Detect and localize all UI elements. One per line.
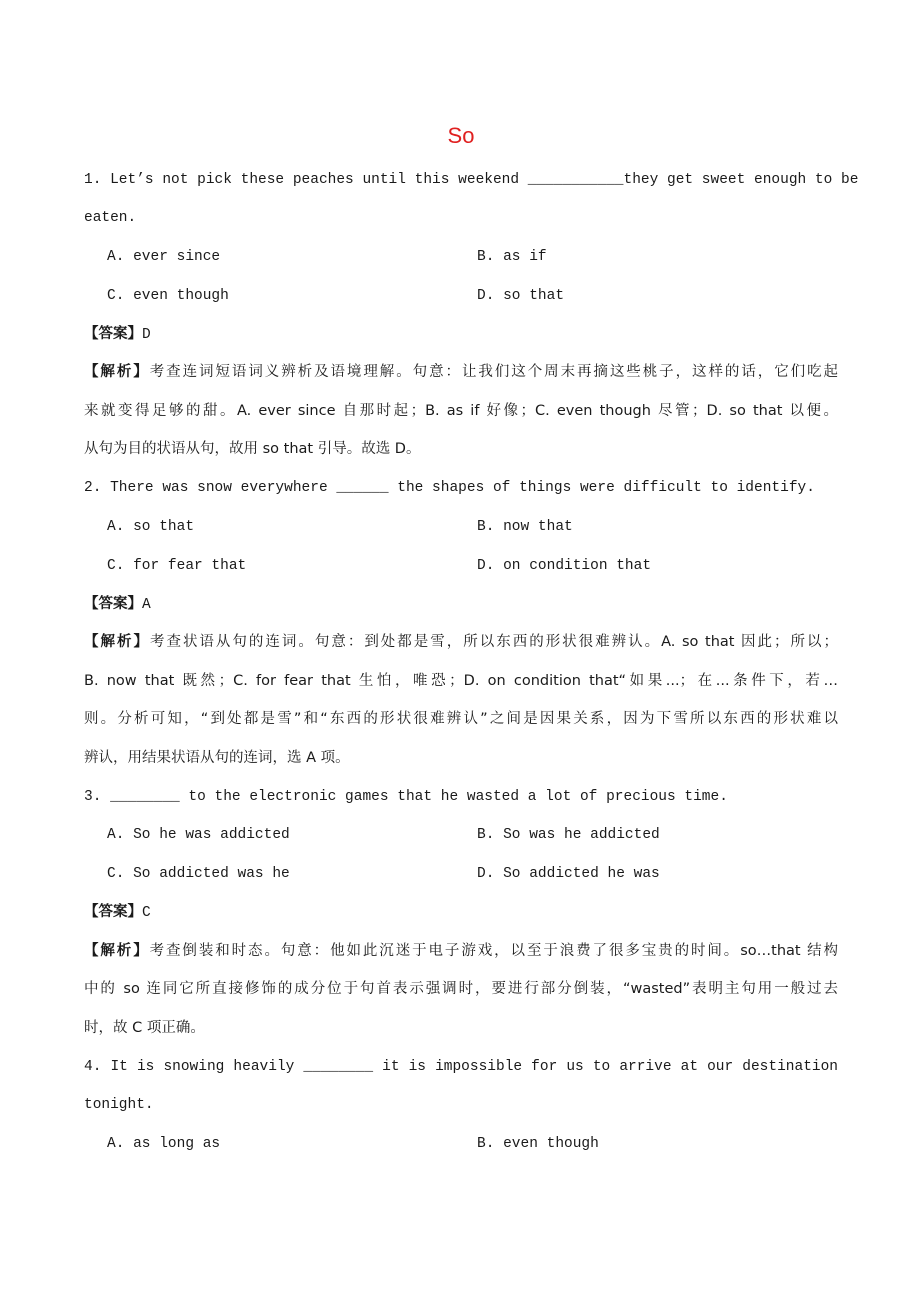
question-2-explanation-line-4: 辨认，用结果状语从句的连词，选 A 项。 [84,750,350,766]
answer-value: A [142,597,151,613]
question-2-option-c: C. for fear that [107,558,247,574]
question-4-option-a: A. as long as [107,1136,221,1152]
question-1-answer [84,322,151,346]
question-1-option-c: C. even though [107,288,229,304]
answer-value: C [142,905,151,921]
explanation-label: 【解析】 [84,634,150,650]
question-3-explanation-line-3: 时，故 C 项正确。 [84,1020,205,1036]
question-4-text-cont: tonight. [84,1097,154,1113]
question-1-option-b: B. as if [477,249,547,265]
answer-value: D [142,327,151,343]
page-title: So [447,123,475,148]
question-3-option-c: C. So addicted was he [107,866,290,882]
explanation-label: 【解析】 [84,943,150,959]
question-3-option-b: B. So was he addicted [477,827,660,843]
question-2-explanation-line-2: B. now that 既然；C. for fear that 生怕，唯恐；D. on condition that“如果...；在...条件下，若… [84,673,838,689]
question-1-explanation-line-1: 【解析】考查连词短语词义辨析及语境理解。句意：让我们这个周末再摘这些桃子，这样的话，它们吃起 [84,364,838,380]
question-2-explanation-line-1: 【解析】考查状语从句的连词。句意：到处都是雪，所以东西的形状很难辨认。A. so that 因此；所以； [84,634,838,650]
question-2-option-d: D. on condition that [477,558,652,574]
answer-label: 【答案】 [84,904,142,920]
answer-label: 【答案】 [84,596,142,612]
question-3-explanation-line-2: 中的 so 连同它所直接修饰的成分位于句首表示强调时，要进行部分倒装，“wasted”表明主句用一般过去 [84,981,838,997]
question-3-explanation-line-1: 【解析】考查倒装和时态。句意：他如此沉迷于电子游戏，以至于浪费了很多宝贵的时间。so…that 结构 [84,943,838,959]
question-4-text: 4. It is snowing heavily ________ it is impossible for us to arrive at our destination [84,1059,838,1075]
question-2-text: 2. There was snow everywhere ______ the shapes of things were difficult to identify. [84,480,815,496]
question-1-option-a: A. ever since [107,249,221,265]
question-1-option-d: D. so that [477,288,565,304]
question-1-text-cont: eaten. [84,210,137,226]
question-4-option-b: B. even though [477,1136,599,1152]
question-3-text: 3. ________ to the electronic games that he wasted a lot of precious time. [84,789,728,805]
answer-label: 【答案】 [84,326,142,342]
explanation-label: 【解析】 [84,364,150,380]
question-2-explanation-line-3: 则。分析可知，“到处都是雪”和“东西的形状很难辨认”之间是因果关系，因为下雪所以东西的形状难以 [84,711,838,727]
question-2-option-a: A. so that [107,519,195,535]
question-1-text: 1. Let’s not pick these peaches until this weekend ___________they get sweet enough to be [84,172,859,188]
question-3-option-d: D. So addicted he was [477,866,660,882]
question-3-answer [84,900,151,924]
question-1-explanation-line-3: 从句为目的状语从句，故用 so that 引导。故选 D。 [84,441,421,457]
question-3-option-a: A. So he was addicted [107,827,290,843]
question-2-option-b: B. now that [477,519,573,535]
question-2-answer [84,592,151,616]
question-1-explanation-line-2: 来就变得足够的甜。A. ever since 自那时起；B. as if 好像；C. even though 尽管；D. so that 以便。 [84,403,838,419]
